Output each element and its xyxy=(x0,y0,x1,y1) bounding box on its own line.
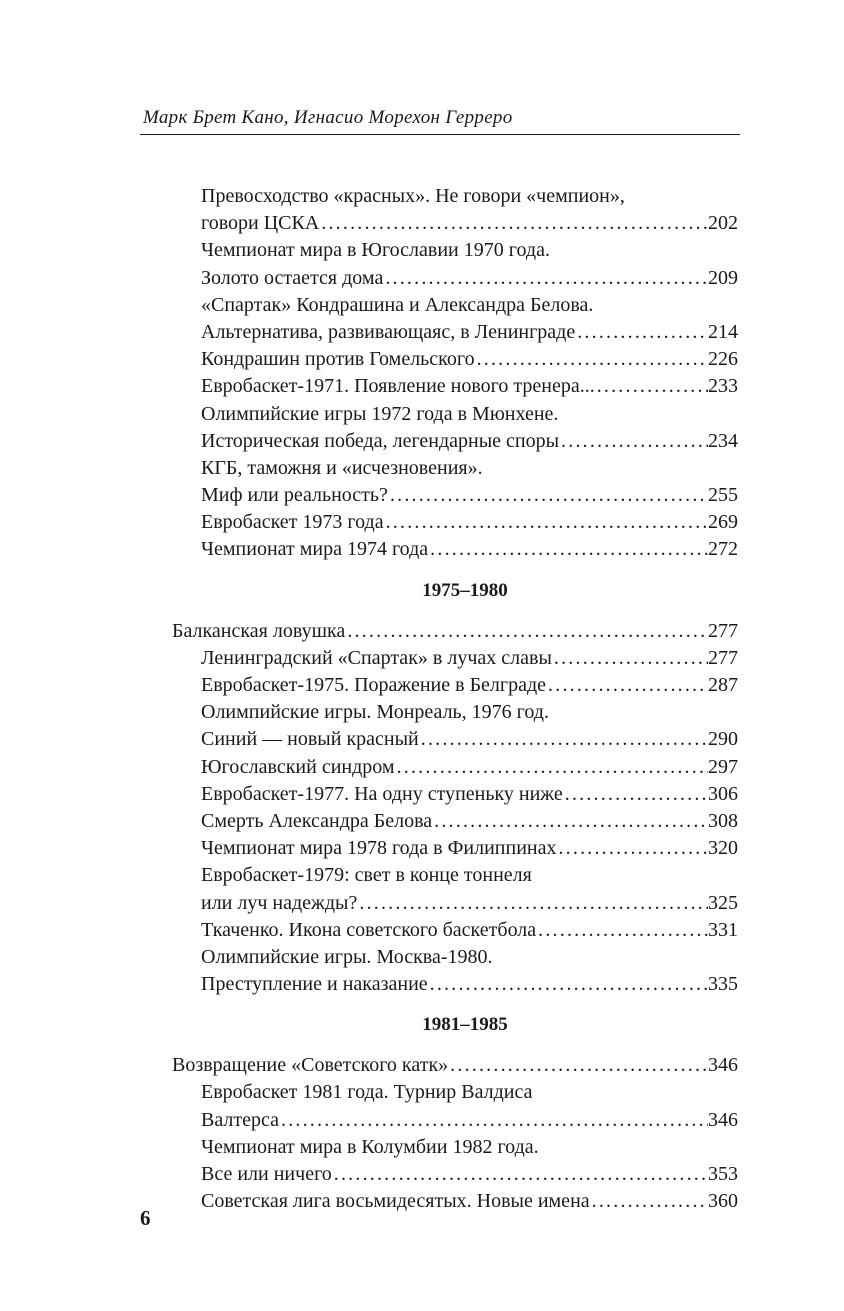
toc-line: Олимпийские игры 1972 года в Мюнхене. xyxy=(201,402,559,425)
toc-entry-title: Альтернатива, развивающаяс, в Ленинграде xyxy=(201,320,576,343)
toc-entry-title: Ткаченко. Икона советского баскетбола xyxy=(201,918,537,941)
dot-leader xyxy=(448,1052,708,1079)
dot-leader xyxy=(432,808,708,835)
toc-entry-title: Ленинградский «Спартак» в лучах славы xyxy=(201,646,552,669)
toc-entry-title: Возвращение «Советского катк» xyxy=(172,1054,449,1077)
toc-page-ref: 209 xyxy=(708,266,738,289)
toc-line: Чемпионат мира в Колумбии 1982 года. xyxy=(201,1135,539,1158)
dot-leader xyxy=(419,726,708,753)
dot-leader xyxy=(428,536,708,563)
dot-leader xyxy=(384,509,708,536)
dot-leader xyxy=(357,890,708,917)
toc-line: Чемпионат мира в Югославии 1970 года. xyxy=(201,239,550,262)
toc-line: Олимпийские игры. Монреаль, 1976 год. xyxy=(201,701,549,724)
toc-entry-title: говори ЦСКА xyxy=(201,212,320,235)
table-of-contents xyxy=(172,183,738,1215)
toc-entry xyxy=(172,672,738,699)
toc-block-1981-1985 xyxy=(172,1079,738,1215)
dot-leader xyxy=(475,346,708,373)
toc-entry xyxy=(172,509,738,536)
toc-line: КГБ, таможня и «исчезновения». xyxy=(201,456,483,479)
toc-page-ref: 214 xyxy=(708,320,738,343)
toc-entry xyxy=(172,835,738,862)
toc-page-ref: 297 xyxy=(708,755,738,778)
toc-page-ref: 226 xyxy=(708,348,738,371)
toc-top-entry-1975 xyxy=(172,618,738,645)
toc-top-entry-1981 xyxy=(172,1052,738,1079)
dot-leader xyxy=(590,1188,708,1215)
toc-line: Евробаскет 1981 года. Турнир Валдиса xyxy=(201,1081,533,1104)
toc-page-ref: 233 xyxy=(708,375,738,398)
toc-page-ref: 269 xyxy=(708,511,738,534)
toc-entry-title: или луч надежды? xyxy=(201,891,358,914)
toc-line: Евробаскет-1979: свет в конце тоннеля xyxy=(201,864,532,887)
toc-entry xyxy=(172,373,738,400)
dot-leader xyxy=(319,210,708,237)
toc-entry xyxy=(172,808,738,835)
toc-block-1970s xyxy=(172,183,738,564)
toc-entry xyxy=(172,210,738,237)
dot-leader xyxy=(428,971,708,998)
toc-entry xyxy=(172,1161,738,1188)
toc-page-ref: 346 xyxy=(708,1108,738,1131)
toc-page-ref: 308 xyxy=(708,809,738,832)
toc-page-ref: 353 xyxy=(708,1163,738,1185)
toc-entry xyxy=(172,645,738,672)
toc-entry-title: Югославский синдром xyxy=(201,755,395,778)
toc-entry-title: Валтерса xyxy=(201,1108,279,1131)
toc-page-ref: 306 xyxy=(708,782,738,805)
page-number: 6 xyxy=(140,1206,151,1230)
dot-leader xyxy=(536,917,708,944)
dot-leader xyxy=(552,645,708,672)
toc-entry-title: Кондрашин против Гомельского xyxy=(201,348,475,371)
toc-page-ref: 290 xyxy=(708,728,738,751)
toc-page-ref: 202 xyxy=(708,212,738,235)
dot-leader xyxy=(345,618,708,645)
toc-page-ref: 255 xyxy=(708,484,738,507)
toc-entry xyxy=(172,781,738,808)
toc-line: Превосходство «красных». Не говори «чемпион», xyxy=(201,185,625,207)
toc-page-ref: 277 xyxy=(708,646,738,669)
dot-leader xyxy=(546,672,708,699)
toc-page-ref: 325 xyxy=(708,891,738,914)
dot-leader xyxy=(395,754,708,781)
toc-page-ref: 335 xyxy=(708,973,738,996)
toc-page-ref: 331 xyxy=(708,918,738,941)
toc-entry-title: Историческая победа, легендарные споры xyxy=(201,429,560,452)
section-heading-1975-1980: 1975–1980 xyxy=(422,579,508,601)
toc-entry xyxy=(172,890,738,917)
toc-entry-title: Синий — новый красный xyxy=(201,728,419,751)
toc-entry xyxy=(172,917,738,944)
dot-leader xyxy=(388,482,708,509)
toc-page-ref: 346 xyxy=(708,1054,738,1077)
toc-line: «Спартак» Кондрашина и Александра Белова. xyxy=(201,293,594,316)
toc-entry xyxy=(172,971,738,998)
toc-entry-title: Чемпионат мира 1978 года в Филиппинах xyxy=(201,837,557,860)
toc-entry-title: Все или ничего xyxy=(201,1163,332,1185)
toc-entry xyxy=(172,1107,738,1134)
dot-leader xyxy=(595,373,708,400)
toc-entry xyxy=(172,482,738,509)
toc-entry-title: Евробаскет-1977. На одну ступеньку ниже xyxy=(201,782,563,805)
toc-entry xyxy=(172,346,738,373)
toc-entry xyxy=(172,265,738,292)
section-heading-1981-1985: 1981–1985 xyxy=(422,1014,508,1036)
toc-entry-title: Золото остается дома xyxy=(201,266,384,289)
header-rule xyxy=(140,134,740,135)
toc-entry-title: Советская лига восьмидесятых. Новые имена xyxy=(201,1190,590,1213)
toc-entry-title: Евробаскет-1971. Появление нового тренера... xyxy=(201,375,595,398)
running-header: Марк Брет Кано, Игнасио Морехон Герреро xyxy=(143,107,513,128)
toc-entry-title: Балканская ловушка xyxy=(172,619,346,642)
toc-entry xyxy=(172,726,738,753)
toc-entry-title: Миф или реальность? xyxy=(201,484,388,507)
dot-leader xyxy=(332,1161,708,1188)
toc-line: Олимпийские игры. Москва-1980. xyxy=(201,945,493,968)
toc-entry-title: Евробаскет-1975. Поражение в Белграде xyxy=(201,674,547,696)
toc-entry xyxy=(172,319,738,346)
toc-block-1975-1980 xyxy=(172,645,738,998)
toc-entry-title: Чемпионат мира 1974 года xyxy=(201,538,429,561)
toc-entry-title: Евробаскет 1973 года xyxy=(201,511,384,534)
toc-page-ref: 360 xyxy=(708,1190,738,1213)
toc-entry xyxy=(172,618,738,645)
toc-page-ref: 234 xyxy=(708,429,738,452)
toc-entry xyxy=(172,754,738,781)
toc-page-ref: 320 xyxy=(708,837,738,860)
toc-entry xyxy=(172,1188,738,1215)
dot-leader xyxy=(279,1107,708,1134)
toc-page-ref: 277 xyxy=(708,619,738,642)
dot-leader xyxy=(575,319,708,346)
toc-page-ref: 287 xyxy=(708,674,738,696)
toc-page-ref: 272 xyxy=(708,538,738,561)
dot-leader xyxy=(563,781,708,808)
dot-leader xyxy=(556,835,708,862)
toc-entry-title: Преступление и наказание xyxy=(201,973,428,996)
toc-entry xyxy=(172,1052,738,1079)
dot-leader xyxy=(383,265,708,292)
toc-entry xyxy=(172,428,738,455)
dot-leader xyxy=(559,428,708,455)
toc-entry-title: Смерть Александра Белова xyxy=(201,809,433,832)
toc-entry xyxy=(172,536,738,563)
